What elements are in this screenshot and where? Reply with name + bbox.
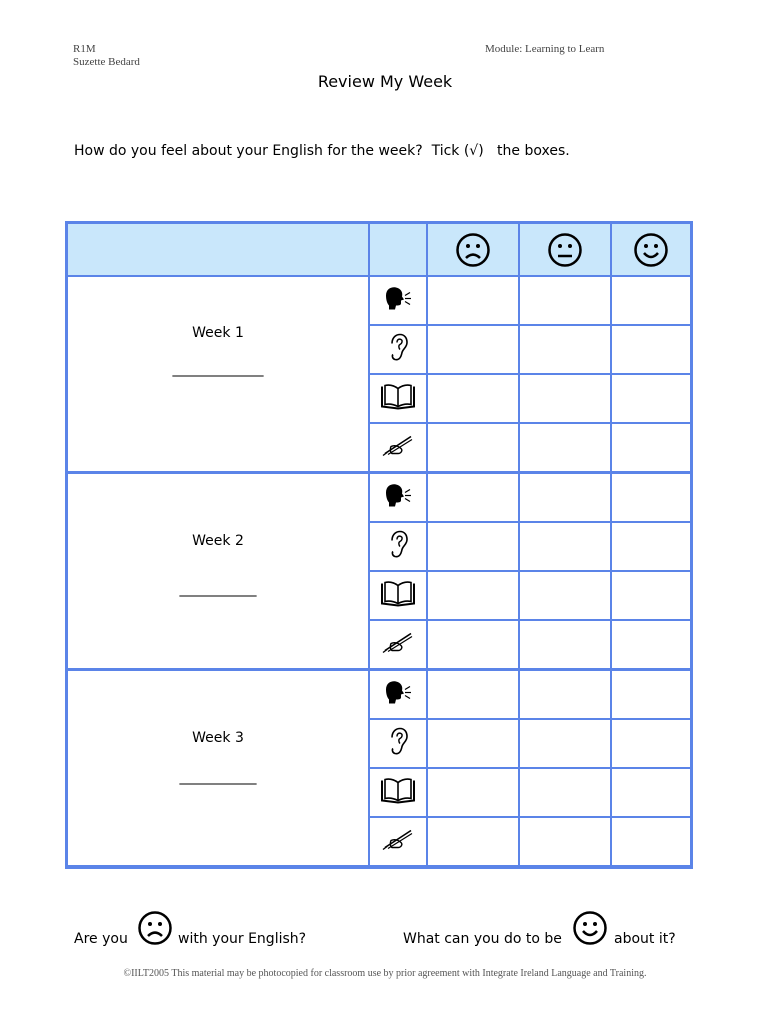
tick-box-happy[interactable] <box>612 769 690 816</box>
skill-icon-cell <box>370 621 426 668</box>
tick-box-happy[interactable] <box>612 671 690 718</box>
tick-box-happy[interactable] <box>612 326 690 373</box>
author-name: Suzette Bedard <box>73 56 140 68</box>
reading-icon <box>379 776 417 809</box>
reading-icon <box>379 579 417 612</box>
speaking-icon <box>383 285 413 316</box>
tick-box-sad[interactable] <box>428 769 518 816</box>
week-3-label: Week 3 <box>192 730 244 746</box>
review-table <box>65 221 693 869</box>
table-header-sad <box>428 224 518 275</box>
table-header-happy <box>612 224 690 275</box>
week-2-cell <box>68 474 368 668</box>
tick-box-sad[interactable] <box>428 326 518 373</box>
listening-icon <box>387 332 409 367</box>
document-code: R1M <box>73 43 96 55</box>
skill-icon-cell <box>370 818 426 865</box>
tick-box-neutral[interactable] <box>520 277 610 324</box>
tick-box-neutral[interactable] <box>520 523 610 570</box>
week-3-cell <box>68 671 368 865</box>
tick-box-happy[interactable] <box>612 818 690 865</box>
question-2-end: about it? <box>614 931 676 947</box>
tick-box-sad[interactable] <box>428 621 518 668</box>
tick-box-neutral[interactable] <box>520 720 610 767</box>
sad-face-icon <box>137 910 173 946</box>
question-2-start: What can you do to be <box>403 931 562 947</box>
table-header-neutral <box>520 224 610 275</box>
skill-icon-cell <box>370 523 426 570</box>
skill-icon-cell <box>370 326 426 373</box>
tick-box-sad[interactable] <box>428 572 518 619</box>
tick-box-happy[interactable] <box>612 474 690 521</box>
week-1-cell <box>68 277 368 471</box>
skill-icon-cell <box>370 424 426 471</box>
tick-box-happy[interactable] <box>612 277 690 324</box>
question-1-start: Are you <box>74 931 128 947</box>
tick-box-sad[interactable] <box>428 523 518 570</box>
week-2-label: Week 2 <box>192 533 244 549</box>
tick-box-happy[interactable] <box>612 720 690 767</box>
happy-face-icon <box>633 232 669 268</box>
speaking-icon <box>383 482 413 513</box>
neutral-face-icon <box>547 232 583 268</box>
skill-icon-cell <box>370 375 426 422</box>
tick-box-happy[interactable] <box>612 572 690 619</box>
speaking-icon <box>383 679 413 710</box>
writing-icon <box>381 826 415 857</box>
week-1-date-line: _____________ <box>172 361 264 377</box>
table-header-icon-column <box>370 224 426 275</box>
tick-box-sad[interactable] <box>428 375 518 422</box>
tick-box-sad[interactable] <box>428 818 518 865</box>
copyright-footer: ©IILT2005 This material may be photocopied for classroom use by prior agreement with Integrate Ireland Language and Training. <box>123 968 647 979</box>
tick-box-neutral[interactable] <box>520 474 610 521</box>
tick-box-neutral[interactable] <box>520 326 610 373</box>
document-header-left <box>73 43 140 69</box>
tick-box-neutral[interactable] <box>520 818 610 865</box>
week-2-date-line: ___________ <box>179 581 257 597</box>
listening-icon <box>387 529 409 564</box>
happy-face-icon <box>572 910 608 946</box>
sad-face-icon <box>455 232 491 268</box>
week-1-label: Week 1 <box>192 325 244 341</box>
tick-box-happy[interactable] <box>612 523 690 570</box>
question-1-end: with your English? <box>178 931 307 947</box>
tick-box-sad[interactable] <box>428 720 518 767</box>
skill-icon-cell <box>370 474 426 521</box>
skill-icon-cell <box>370 277 426 324</box>
module-name: Module: Learning to Learn <box>485 43 605 55</box>
skill-icon-cell <box>370 671 426 718</box>
tick-box-neutral[interactable] <box>520 769 610 816</box>
skill-icon-cell <box>370 769 426 816</box>
skill-icon-cell <box>370 720 426 767</box>
tick-box-neutral[interactable] <box>520 671 610 718</box>
tick-box-happy[interactable] <box>612 375 690 422</box>
tick-box-happy[interactable] <box>612 424 690 471</box>
tick-box-neutral[interactable] <box>520 424 610 471</box>
tick-box-sad[interactable] <box>428 474 518 521</box>
tick-box-sad[interactable] <box>428 424 518 471</box>
tick-box-neutral[interactable] <box>520 375 610 422</box>
listening-icon <box>387 726 409 761</box>
page-title: Review My Week <box>317 72 453 91</box>
table-header-blank <box>68 224 368 275</box>
skill-icon-cell <box>370 572 426 619</box>
tick-box-neutral[interactable] <box>520 572 610 619</box>
tick-box-sad[interactable] <box>428 277 518 324</box>
tick-box-neutral[interactable] <box>520 621 610 668</box>
tick-box-happy[interactable] <box>612 621 690 668</box>
reading-icon <box>379 382 417 415</box>
week-3-date-line: ___________ <box>179 769 257 785</box>
writing-icon <box>381 432 415 463</box>
tick-box-sad[interactable] <box>428 671 518 718</box>
instruction-text: How do you feel about your English for the week? Tick (√) the boxes. <box>74 143 570 159</box>
writing-icon <box>381 629 415 660</box>
